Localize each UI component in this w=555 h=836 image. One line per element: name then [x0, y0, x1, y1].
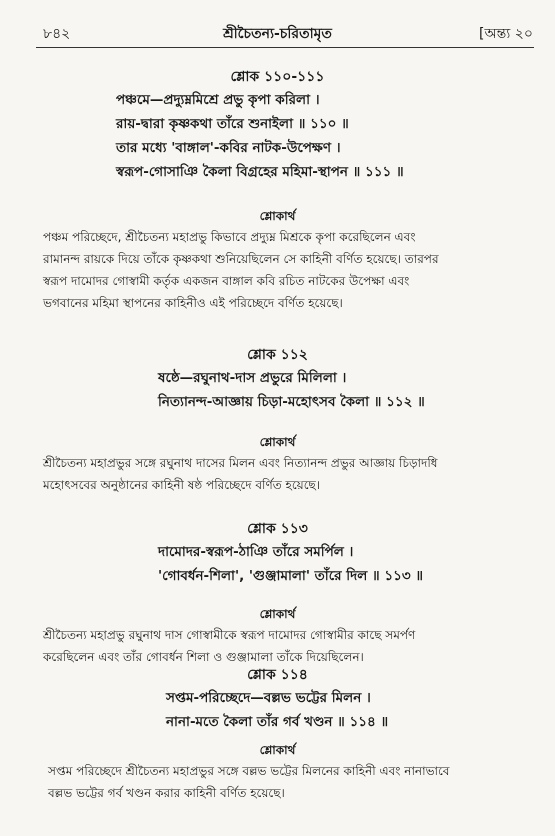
verse-line: স্বরূপ-গোসাঞি কৈলা বিগ্রহের মহিমা-স্থাপন ॥ ১১১ ॥ — [116, 164, 404, 180]
translation-text — [0, 452, 555, 496]
translation-line: স্বরূপ দামোদর গোস্বামী কর্তৃক একজন বাঙ্গাল কবি রচিত নাটকের উপেক্ষা এবং — [43, 274, 410, 288]
translation-line: বল্লভ ভট্টের গর্ব খণ্ডন করার কাহিনী বর্ণিত হয়েছে। — [48, 786, 285, 800]
header-rule — [36, 47, 534, 48]
translation-line: করেছিলেন এবং তাঁর গোবর্ধন শিলা ও গুঞ্জামালা তাঁকে দিয়েছিলেন। — [43, 650, 364, 664]
verse-line: দামোদর-স্বরূপ-ঠাঞি তাঁরে সমর্পিল । — [158, 544, 354, 560]
translation-line: সপ্তম পরিচ্ছেদে শ্রীচৈতন্য মহাপ্রভুর সঙ্গে বল্লভ ভট্টের মিলনের কাহিনী এবং নানাভাবে — [48, 764, 450, 778]
translation-line: রামানন্দ রায়কে দিয়ে তাঁকে কৃষ্ণকথা শুনিয়েছিলেন সে কাহিনী বর্ণিত হয়েছে। তারপর — [43, 252, 439, 266]
translation-label: শ্লোকার্থ — [259, 743, 296, 757]
translation-line: শ্রীচৈতন্য মহাপ্রভুর সঙ্গে রঘুনাথ দাসের মিলন এবং নিত্যানন্দ প্রভুর আজ্ঞায় চিড়াদধি — [43, 456, 438, 470]
translation-block — [0, 740, 555, 804]
translation-line: মহোৎসবের অনুষ্ঠানের কাহিনী ষষ্ঠ পরিচ্ছেদে বর্ণিত হয়েছে। — [43, 478, 321, 492]
verse-heading: শ্লোক ১১০-১১১ — [230, 69, 325, 85]
verse-heading: শ্লোক ১১৪ — [247, 667, 308, 683]
verse-heading: শ্লোক ১১২ — [247, 347, 308, 363]
verse-line: সপ্তম-পরিচ্ছেদে—বল্লভ ভট্টের মিলন । — [166, 690, 371, 706]
verse-section — [0, 664, 555, 734]
translation-label: শ্লোকার্থ — [259, 435, 296, 449]
verse-line: ষষ্ঠে—রঘুনাথ-দাস প্রভুরে মিলিলা । — [158, 370, 347, 386]
translation-text — [0, 624, 555, 668]
verse-line: নিত্যানন্দ-আজ্ঞায় চিড়া-মহোৎসব কৈলা ॥ ১১২ ॥ — [158, 394, 425, 410]
verse-line: নানা-মতে কৈলা তাঁর গর্ব খণ্ডন ॥ ১১৪ ॥ — [166, 714, 389, 730]
verse-section — [0, 518, 555, 588]
translation-block — [0, 604, 555, 668]
translation-line: শ্রীচৈতন্য মহাপ্রভু রঘুনাথ দাস গোস্বামীকে স্বরূপ দামোদর গোস্বামীর কাছে সমর্পণ — [43, 628, 416, 642]
translation-block — [0, 432, 555, 496]
verse-line: রায়-দ্বারা কৃষ্ণকথা তাঁরে শুনাইলা ॥ ১১০ ॥ — [116, 116, 349, 132]
verse-line: তার মধ্যে 'বাঙ্গাল'-কবির নাটক-উপেক্ষণ । — [116, 140, 341, 156]
translation-label: শ্লোকার্থ — [259, 607, 296, 621]
verse-heading: শ্লোক ১১৩ — [247, 521, 308, 537]
verse-section — [0, 66, 555, 184]
translation-block — [0, 206, 555, 314]
book-title: শ্রীচৈতন্য-চরিতামৃত — [223, 26, 332, 42]
page-header — [0, 22, 555, 46]
verse-line: পঞ্চমে—প্রদ্যুম্নমিশ্রে প্রভু কৃপা করিলা । — [116, 92, 320, 108]
chapter-reference: [অন্ত্য ২০ — [479, 26, 533, 42]
verse-line: 'গোবর্ধন-শিলা', 'গুঞ্জামালা' তাঁরে দিল ॥ ১১৩ ॥ — [158, 568, 423, 584]
translation-line: ভগবানের মহিমা স্থাপনের কাহিনীও এই পরিচ্ছেদে বর্ণিত হয়েছে। — [43, 296, 343, 310]
translation-text — [0, 226, 555, 314]
page-number: ৮৪২ — [43, 26, 71, 42]
translation-label: শ্লোকার্থ — [259, 209, 296, 223]
translation-line: পঞ্চম পরিচ্ছেদে, শ্রীচৈতন্য মহাপ্রভু কিভাবে প্রদ্যুম্ন মিশ্রকে কৃপা করেছিলেন এবং — [43, 230, 416, 244]
translation-text — [0, 760, 555, 804]
verse-section — [0, 344, 555, 414]
